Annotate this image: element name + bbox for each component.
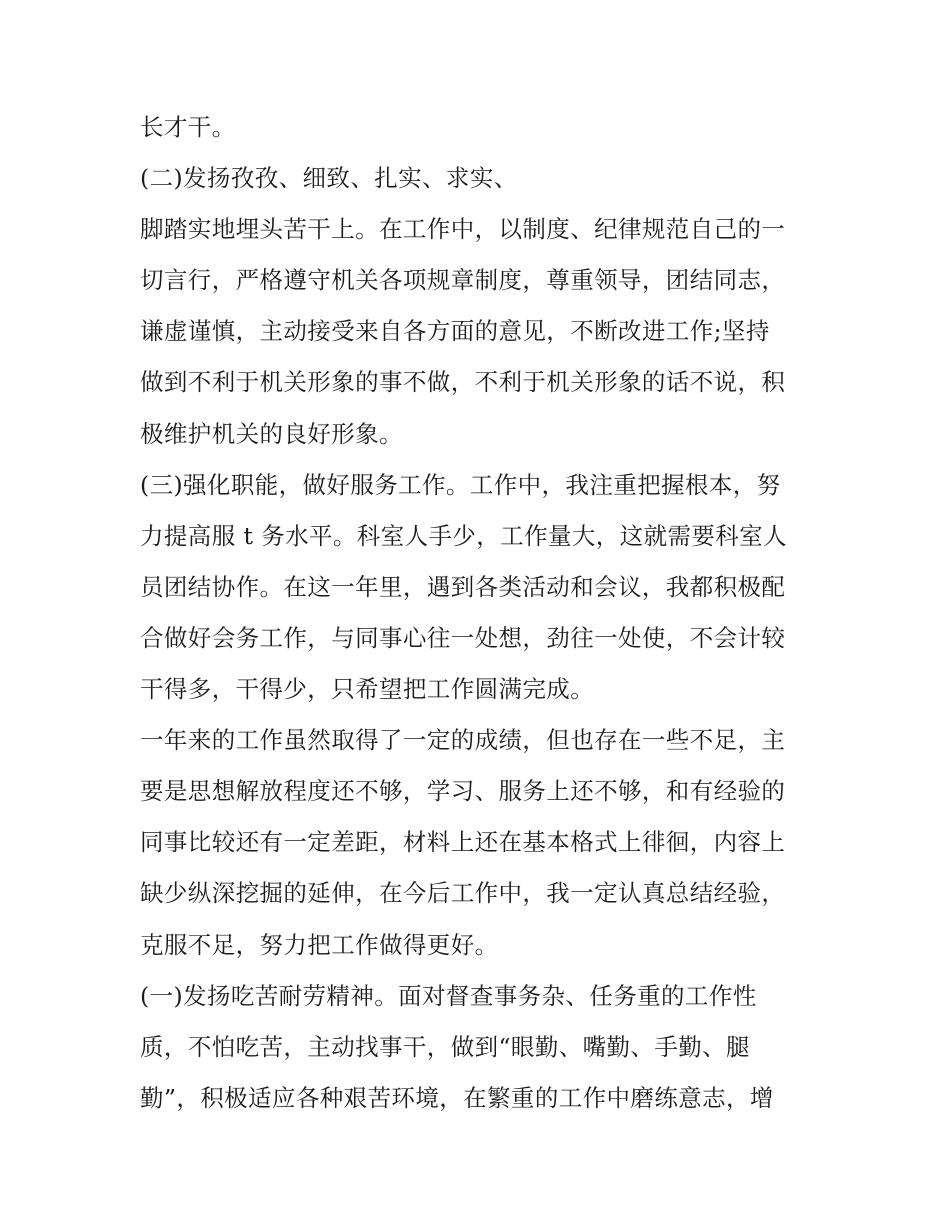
section-heading: (一)发扬吃苦耐劳精神。面对督查事务杂、任务重的工作性 <box>140 981 757 1010</box>
text-line: 勤”，积极适应各种艰苦环境，在繁重的工作中磨练意志，增 <box>140 1083 774 1112</box>
text-line: 脚踏实地埋头苦干上。在工作中，以制度、纪律规范自己的一 <box>140 215 786 244</box>
text-line: 同事比较还有一定差距，材料上还在基本格式上徘徊，内容上 <box>140 828 786 857</box>
text-line: 克服不足，努力把工作做得更好。 <box>140 930 499 959</box>
text-line: 谦虚谨慎，主动接受来自各方面的意见，不断改进工作;坚持 <box>140 317 770 346</box>
text-line: 质，不怕吃苦，主动找事干，做到“眼勤、嘴勤、手勤、腿 <box>140 1032 750 1061</box>
text-line: 切言行，严格遵守机关各项规章制度，尊重领导，团结同志， <box>140 266 786 295</box>
text-line: 干得多，干得少，只希望把工作圆满完成。 <box>140 675 595 704</box>
text-line: 一年来的工作虽然取得了一定的成绩，但也存在一些不足，主 <box>140 726 786 755</box>
text-line: 力提高服 t 务水平。科室人手少，工作量大，这就需要科室人 <box>140 521 787 550</box>
section-heading: (二)发扬孜孜、细致、扎实、求实、 <box>140 164 518 193</box>
section-heading: (三)强化职能，做好服务工作。工作中，我注重把握根本，努 <box>140 470 781 499</box>
text-line: 要是思想解放程度还不够，学习、服务上还不够，和有经验的 <box>140 777 786 806</box>
text-line: 员团结协作。在这一年里，遇到各类活动和会议，我都积极配 <box>140 572 786 601</box>
document-body <box>140 102 820 1124</box>
text-line: 做到不利于机关形象的事不做，不利于机关形象的话不说，积 <box>140 368 786 397</box>
text-line: 长才干。 <box>140 113 236 141</box>
text-line: 缺少纵深挖掘的延伸，在今后工作中，我一定认真总结经验， <box>140 879 786 908</box>
text-line: 极维护机关的良好形象。 <box>140 419 403 448</box>
text-line: 合做好会务工作，与同事心往一处想，劲往一处使，不会计较 <box>140 623 786 652</box>
